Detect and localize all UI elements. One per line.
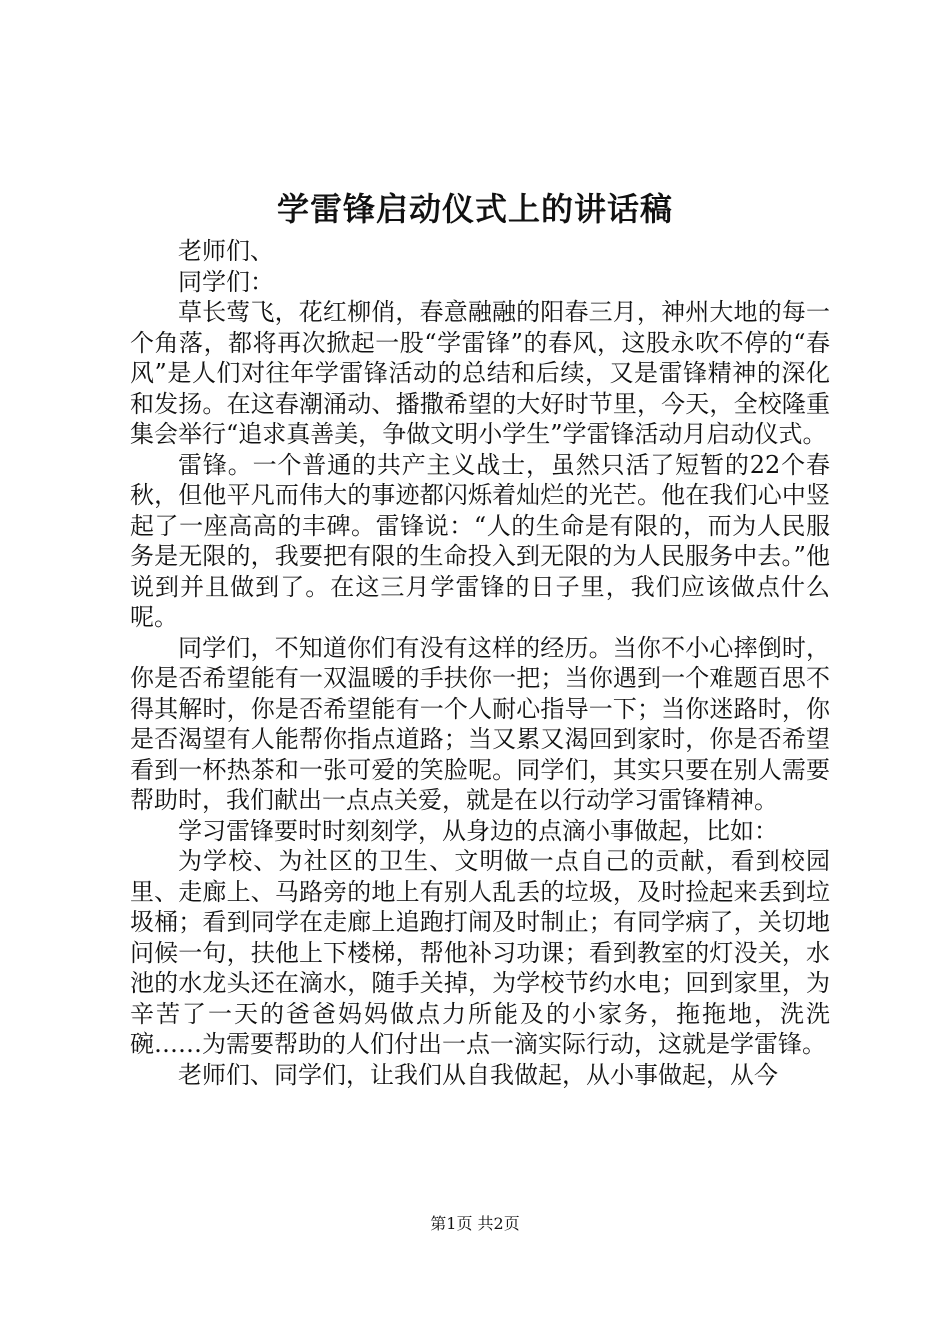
page-number: 第1页 共2页 bbox=[430, 1214, 520, 1233]
greeting-line: 同学们： bbox=[178, 267, 274, 296]
greeting-line: 老师们、 bbox=[178, 237, 274, 265]
body-paragraph: 草长莺飞，花红柳俏，春意融融的阳春三月，神州大地的每一个角落，都将再次掀起一股“学雷锋”的春风，这股永吹不停的“春风”是人们对往年学雷锋活动的总结和后续，又是雷锋精神的深化和发扬。在这春潮涌动、播撒希望的大好时节里，今天，全校隆重集会举行“追求真善美，争做文明小学生”学雷锋活动月启动仪式。 bbox=[130, 298, 830, 448]
body-paragraph: 为学校、为社区的卫生、文明做一点自己的贡献，看到校园里、走廊上、马路旁的地上有别人乱丢的垃圾，及时捡起来丢到垃圾桶；看到同学在走廊上追跑打闹及时制止；有同学病了，关切地问候一句，扶他上下楼梯，帮他补习功课；看到教室的灯没关，水池的水龙头还在滴水，随手关掉，为学校节约水电；回到家里，为辛苦了一天的爸爸妈妈做点力所能及的小家务，拖拖地，洗洗碗……为需要帮助的人们付出一点一滴实际行动，这就是学雷锋。 bbox=[130, 847, 830, 1058]
body-paragraph: 老师们、同学们，让我们从自我做起，从小事做起，从今 bbox=[178, 1060, 778, 1089]
document-title: 学雷锋启动仪式上的讲话稿 bbox=[276, 190, 673, 228]
body-paragraph: 同学们，不知道你们有没有这样的经历。当你不小心摔倒时，你是否希望能有一双温暖的手扶你一把；当你遇到一个难题百思不得其解时，你是否希望能有一个人耐心指导一下；当你迷路时，你是否渴望有人能帮你指点道路；当又累又渴回到家时，你是否希望看到一杯热茶和一张可爱的笑脸呢。同学们，其实只要在别人需要帮助时，我们献出一点点关爱，就是在以行动学习雷锋精神。 bbox=[130, 633, 830, 814]
body-paragraph: 学习雷锋要时时刻刻学，从身边的点滴小事做起，比如： bbox=[178, 816, 778, 845]
body-paragraph: 雷锋。一个普通的共产主义战士，虽然只活了短暂的22个春秋，但他平凡而伟大的事迹都闪烁着灿烂的光芒。他在我们心中竖起了一座高高的丰碑。雷锋说：“人的生命是有限的，而为人民服务是无限的，我要把有限的生命投入到无限的为人民服务中去。”他说到并且做到了。在这三月学雷锋的日子里，我们应该做点什么呢。 bbox=[130, 450, 830, 631]
document-body bbox=[130, 236, 830, 1090]
